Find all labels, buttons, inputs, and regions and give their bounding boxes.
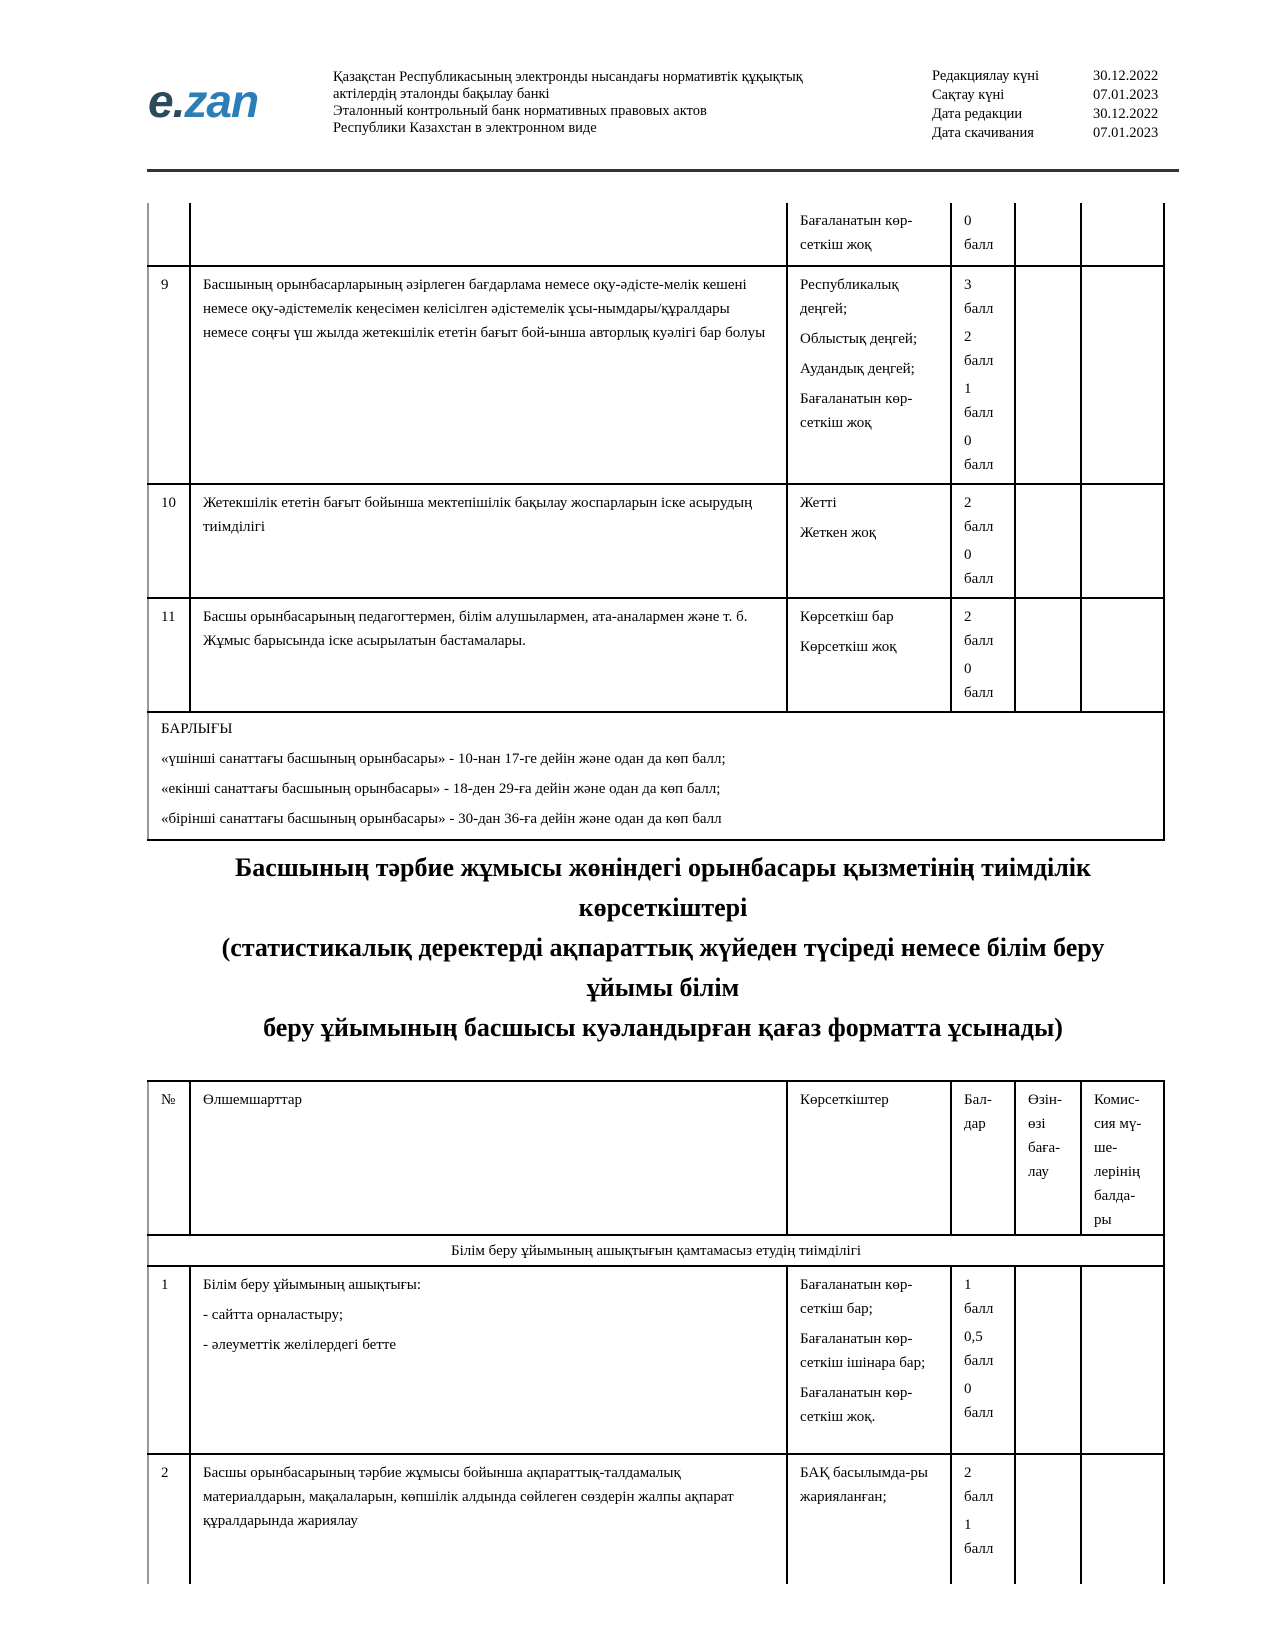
- ezan-logo: [148, 75, 259, 127]
- indicators-cell: [787, 266, 951, 484]
- meta-value: 07.01.2023: [1093, 125, 1159, 141]
- meta-row: [932, 67, 1158, 86]
- meta-value: 07.01.2023: [1093, 87, 1159, 103]
- header-num: №: [148, 1081, 190, 1235]
- indicators-cell: [787, 484, 951, 598]
- points: 0 балл: [964, 661, 994, 701]
- description-line: Эталонный контрольный банк нормативных правовых актов: [333, 103, 707, 119]
- indicator: Бағаланатын көр-сеткіш жоқ.: [800, 1385, 913, 1425]
- self-assessment-cell[interactable]: [1015, 266, 1081, 484]
- total-label: БАРЛЫҒЫ: [161, 721, 233, 737]
- points-cell: [951, 598, 1015, 712]
- group-row: [148, 1235, 1164, 1266]
- criterion-line: - әлеуметтік желілердегі бетте: [203, 1337, 397, 1353]
- category-threshold: «екінші санаттағы басшының орынбасары» - 18-ден 29-ға дейін және одан да көп балл;: [161, 781, 721, 797]
- header-criteria: Өлшемшарттар: [190, 1081, 787, 1235]
- table-row: [148, 484, 1164, 598]
- self-assessment-cell: [1015, 203, 1081, 266]
- meta-row: [932, 86, 1158, 105]
- logo-e: e.: [148, 75, 185, 127]
- points-cell: [951, 203, 1015, 266]
- description-line: актілердің эталонды бақылау банкі: [333, 86, 550, 102]
- criteria-table-continued: [147, 203, 1165, 841]
- logo-zan: zan: [184, 75, 259, 127]
- table-row: [148, 203, 1164, 266]
- points-cell: [951, 1454, 1015, 1584]
- indicator: Көрсеткіш жоқ: [800, 639, 897, 655]
- self-assessment-cell[interactable]: [1015, 598, 1081, 712]
- points: 0 балл: [964, 433, 994, 473]
- header-divider: [147, 169, 1179, 172]
- indicators-cell: [787, 598, 951, 712]
- table-row: [148, 1266, 1164, 1454]
- points: 2 балл: [964, 329, 994, 369]
- points: 2 балл: [964, 495, 994, 535]
- total-row: [148, 712, 1164, 840]
- header-points: Бал-дар: [951, 1081, 1015, 1235]
- commission-cell[interactable]: [1081, 266, 1164, 484]
- title-line: ұйымы білім: [586, 973, 740, 1002]
- commission-cell: [1081, 203, 1164, 266]
- points: 0 балл: [964, 213, 994, 253]
- title-line: Басшының тәрбие жұмысы жөніндегі орынбасары қызметінің тиімділік: [235, 853, 1091, 882]
- meta-row: [932, 124, 1158, 143]
- criterion-line: Басшы орынбасарының тәрбие жұмысы бойынша ақпараттық-талдамалық материалдарын, мақалаларын, көпшілік алдында сөйлеген сөздерін жалпы ақпарат құралдарында жариялау: [203, 1465, 734, 1529]
- points-cell: [951, 484, 1015, 598]
- points: 0,5 балл: [964, 1329, 994, 1369]
- category-threshold: «үшінші санаттағы басшының орынбасары» - 10-нан 17-ге дейін және одан да көп балл;: [161, 751, 726, 767]
- num-cell: 10: [148, 484, 190, 598]
- criterion-cell: [190, 1454, 787, 1584]
- points: 2 балл: [964, 1465, 994, 1505]
- indicators-cell: [787, 203, 951, 266]
- table-row: [148, 598, 1164, 712]
- points-cell: [951, 266, 1015, 484]
- meta-value: 30.12.2022: [1093, 68, 1159, 84]
- num-cell: [148, 203, 190, 266]
- table-row: [148, 266, 1164, 484]
- meta-label: Редакциялау күні: [932, 68, 1040, 84]
- criterion-cell: Басшы орынбасарының педагогтермен, білім алушылармен, ата-аналармен және т. б. Жұмыс барысында іске асырылатын бастамалары.: [190, 598, 787, 712]
- efficiency-indicators-table: [147, 1080, 1165, 1584]
- indicator: Бағаланатын көр-сеткіш жоқ: [800, 213, 913, 253]
- meta-label: Сақтау күні: [932, 87, 1005, 103]
- points: 1 балл: [964, 381, 994, 421]
- table-row: [148, 1454, 1164, 1584]
- indicators-cell: [787, 1454, 951, 1584]
- indicator: Бағаланатын көр-сеткіш жоқ: [800, 391, 913, 431]
- bank-description: [333, 69, 803, 137]
- commission-cell[interactable]: [1081, 598, 1164, 712]
- criterion-cell: Жетекшілік ететін бағыт бойынша мектепішілік бақылау жоспарларын іске асырудың тиімділігі: [190, 484, 787, 598]
- total-cell: [148, 712, 1164, 840]
- indicator: Бағаланатын көр-сеткіш бар;: [800, 1277, 913, 1317]
- meta-value: 30.12.2022: [1093, 106, 1159, 122]
- points: 1 балл: [964, 1517, 994, 1557]
- criterion-cell: Басшының орынбасарларының әзірлеген бағдарлама немесе оқу-әдісте-мелік кешені немесе оқу-әдістемелік кеңесімен келісілген әдістемелік ұсы-нымдары/құралдары немесе соңғы үш жылда жетекшілік ететін бағыт бой-ынша авторлық куәлігі бар болуы: [190, 266, 787, 484]
- table-header-row: [148, 1081, 1164, 1235]
- title-line: (статистикалық деректерді ақпараттық жүйеден түсіреді немесе білім беру: [221, 933, 1105, 962]
- indicators-cell: [787, 1266, 951, 1454]
- title-line: беру ұйымының басшысы куәландырған қағаз форматта ұсынады): [263, 1013, 1063, 1042]
- self-assessment-cell[interactable]: [1015, 1454, 1081, 1584]
- meta-row: [932, 105, 1158, 124]
- section-title: [147, 848, 1179, 1048]
- indicator: Жеткен жоқ: [800, 525, 877, 541]
- description-line: Қазақстан Республикасының электронды нысандағы нормативтік құқықтық: [333, 69, 803, 85]
- category-threshold: «бірінші санаттағы басшының орынбасары» - 30-дан 36-ға дейін және одан да көп балл: [161, 811, 722, 827]
- criterion-line: Білім беру ұйымының ашықтығы:: [203, 1277, 421, 1293]
- points: 0 балл: [964, 1381, 994, 1421]
- commission-cell[interactable]: [1081, 1266, 1164, 1454]
- points: 2 балл: [964, 609, 994, 649]
- num-cell: 1: [148, 1266, 190, 1454]
- num-cell: 11: [148, 598, 190, 712]
- self-assessment-cell[interactable]: [1015, 1266, 1081, 1454]
- group-title: Білім беру ұйымының ашықтығын қамтамасыз етудің тиімділігі: [148, 1235, 1164, 1266]
- indicator: Жетті: [800, 495, 837, 511]
- indicator: Аудандық деңгей;: [800, 361, 915, 377]
- indicator: Республикалық деңгей;: [800, 277, 899, 317]
- self-assessment-cell[interactable]: [1015, 484, 1081, 598]
- document-header: [0, 0, 1275, 175]
- description-line: Республики Казахстан в электронном виде: [333, 120, 597, 136]
- num-cell: 2: [148, 1454, 190, 1584]
- criterion-cell: [190, 203, 787, 266]
- indicator: Облыстық деңгей;: [800, 331, 918, 347]
- points-cell: [951, 1266, 1015, 1454]
- commission-cell[interactable]: [1081, 1454, 1164, 1584]
- header-commission: Комис-сия мү-ше-лерінің балда-ры: [1081, 1081, 1164, 1235]
- indicator: Көрсеткіш бар: [800, 609, 894, 625]
- points: 3 балл: [964, 277, 994, 317]
- criterion-cell: [190, 1266, 787, 1454]
- points: 1 балл: [964, 1277, 994, 1317]
- header-indicators: Көрсеткіштер: [787, 1081, 951, 1235]
- document-dates: [932, 67, 1158, 143]
- criterion-line: - сайтта орналастыру;: [203, 1307, 343, 1323]
- points: 0 балл: [964, 547, 994, 587]
- num-cell: 9: [148, 266, 190, 484]
- commission-cell[interactable]: [1081, 484, 1164, 598]
- indicator: БАҚ басылымда-ры жарияланған;: [800, 1465, 928, 1505]
- title-line: көрсеткіштері: [578, 893, 748, 922]
- indicator: Бағаланатын көр-сеткіш ішінара бар;: [800, 1331, 926, 1371]
- meta-label: Дата скачивания: [932, 125, 1034, 141]
- meta-label: Дата редакции: [932, 106, 1023, 122]
- header-self-assessment: Өзін-өзі баға-лау: [1015, 1081, 1081, 1235]
